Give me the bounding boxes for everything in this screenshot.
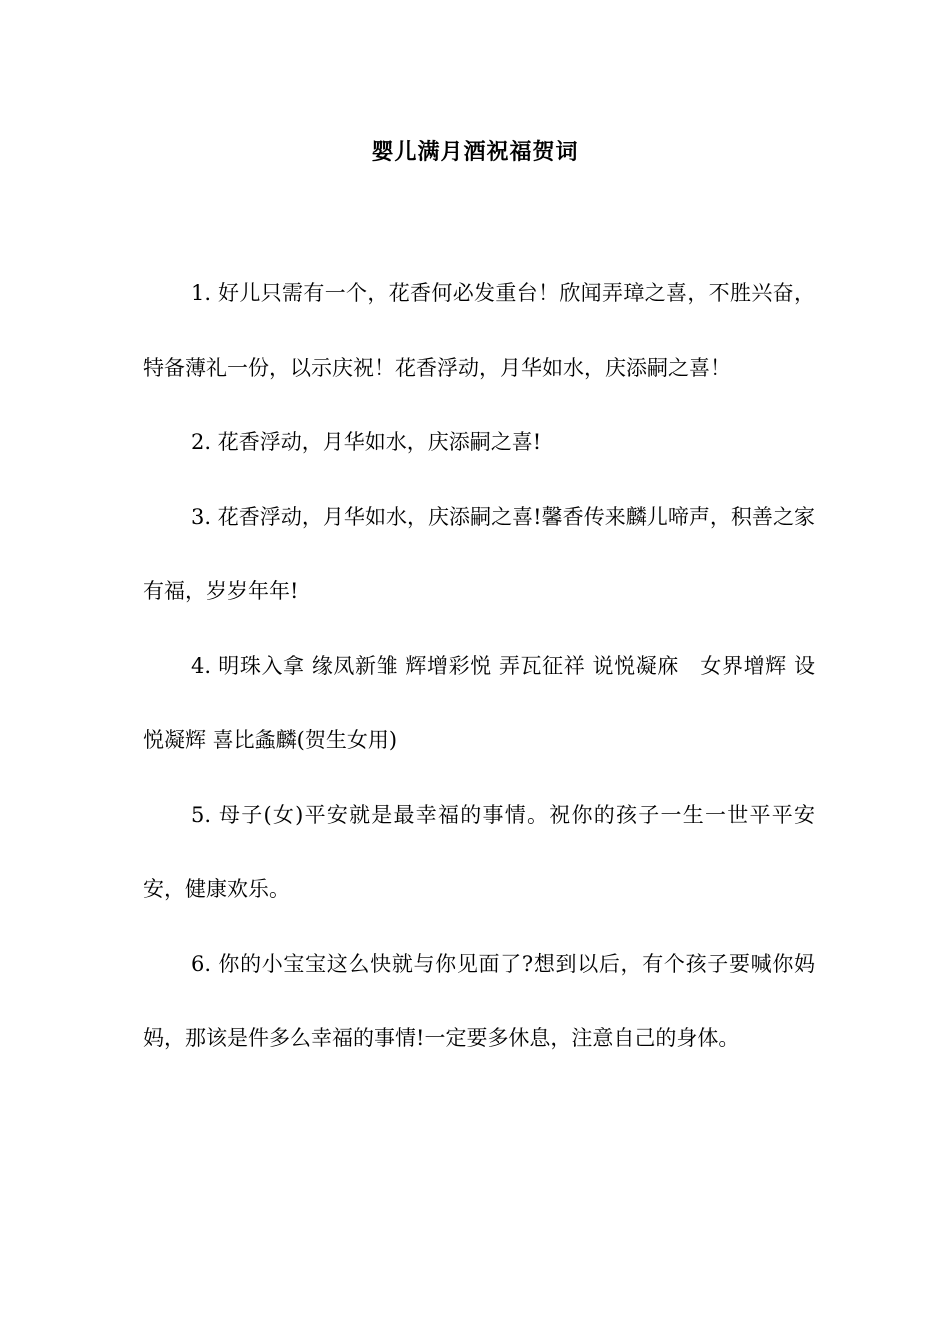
paragraph-6: 6. 你的小宝宝这么快就与你见面了?想到以后，有个孩子要喊你妈妈，那该是件多么幸福的事情!一定要多休息，注意自己的身体。 [143,951,815,1050]
paragraph-3: 3. 花香浮动，月华如水，庆添嗣之喜!馨香传来麟儿啼声，积善之家有福，岁岁年年! [143,504,815,603]
paragraph-1: 1. 好儿只需有一个，花香何必发重台！欣闻弄璋之喜，不胜兴奋，特备薄礼一份，以示庆祝！花香浮动，月华如水，庆添嗣之喜！ [143,281,815,380]
paragraph-2: 2. 花香浮动，月华如水，庆添嗣之喜! [191,430,542,454]
paragraph-5: 5. 母子(女)平安就是最幸福的事情。祝你的孩子一生一世平平安安，健康欢乐。 [143,802,815,901]
paragraph-4: 4. 明珠入拿 缘凤新雏 辉增彩悦 弄瓦征祥 说悦凝庥 女界增辉 设悦凝辉 喜比螽麟(贺生女用) [143,653,815,752]
document-title: 婴儿满月酒祝福贺词 [371,139,579,165]
document-body [143,256,815,1076]
